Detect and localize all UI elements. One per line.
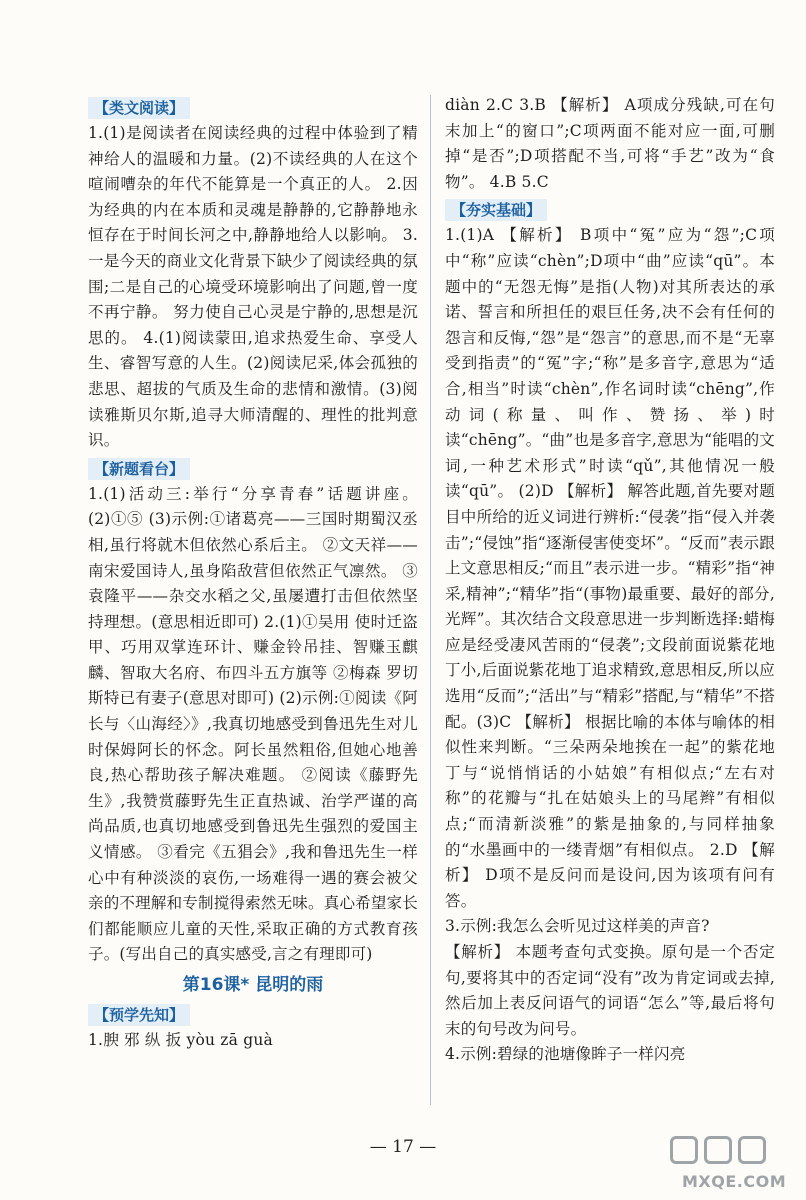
section-heading-reading: 【类文阅读】 [88, 97, 190, 119]
new-questions-answers: 1.(1)活动三:举行“分享青春”话题讲座。 (2)①⑤ (3)示例:①诸葛亮——三国时期蜀汉丞相,虽行将就木但依然心系后主。 ②文天祥——南宋爱国诗人,虽身陷敌营但依然正气凛然。 ③袁隆平——杂交水稻之父,虽屡遭打击但依然坚持理想。(意思相近即可) 2.(1)①吴用 使时迁盗甲、巧用双掌连环计、赚金铃吊挂、智赚玉麒麟、智取大名府、布四斗五方旗等 ②梅森 罗切斯特已有妻子(意思对即可) (2)示例:①阅读《阿长与〈山海经〉》,我真切地感受到鲁迅先生对儿时保姆阿长的怀念。阿长虽然粗俗,但她心地善良,热心帮助孩子解决难题。 ②阅读《藤野先生》,我赞赏藤野先生正直热诚、治学严谨的高尚品质,也真切地感受到鲁迅先生强烈的爱国主义情感。 ③看完《五猖会》,我和鲁迅先生一样心中有种淡淡的哀伤,一场难得一遇的赛会被父亲的不理解和专制搅得索然无味。真心希望家长们都能顺应儿童的天性,采取正确的方式教育孩子。(写出自己的真实感受,言之有理即可) [88, 484, 418, 964]
section-heading-foundation: 【夯实基础】 [445, 199, 547, 221]
foundation-answers: 1.(1)A 【解析】 B项中“冤”应为“怨”;C项中“称”应读“chèn”;D项中“曲”应读“qū”。本题中的“无怨无悔”是指(人物)对其所表达的承诺、誓言和所担任的艰巨任务,决不会有任何的怨言和反悔,“怨”是“怨言”的意思,而不是“无辜受到指责”的“冤”字;“称”是多音字,意思为“适合,相当”时读“chèn”,作名词时读“chēng”,作动词(称量、叫作、赞扬、举)时读“chēng”。“曲”也是多音字,意思为“能唱的文词,一种艺术形式”时读“qǔ”,其他情况一般读“qū”。 (2)D 【解析】 解答此题,首先要对题目中所给的近义词进行辨析:“侵袭”指“侵入并袭击”;“侵蚀”指“逐渐侵害使变坏”。“反而”表示跟上文意思相反;“而且”表示进一步。“精彩”指“神采,精神”;“精华”指“(事物)最重要、最好的部分,光辉”。其次结合文段意思进一步判断选择:蜡梅应是经受凄风苦雨的“侵袭”;文段前面说紫花地丁小,后面说紫花地丁追求精致,意思相反,所以应选用“反而”;“活出”与“精彩”搭配,与“精华”不搭配。(3)C 【解析】 根据比喻的本体与喻体的相似性来判断。“三朵两朵地挨在一起”的紫花地丁与“说悄悄话的小姑娘”有相似点;“左右对称”的花瓣与“扎在姑娘头上的马尾辫”有相似点;“而清新淡雅”的紫是抽象的,与同样抽象的“水墨画中的一缕青烟”有相似点。 2.D 【解析】 D项不是反问而是设问,因为该项有问有答。 [445, 226, 775, 910]
column-divider [430, 95, 431, 1105]
question-3-answer: 3.示例:我怎么会听见过这样美的声音? [445, 917, 710, 936]
right-column [445, 93, 775, 1068]
reading-answers: 1.(1)是阅读者在阅读经典的过程中体验到了精神给人的温暖和力量。(2)不读经典的人在这个喧闹嘈杂的年代不能算是一个真正的人。 2.因为经典的内在本质和灵魂是静静的,它静静地永恒存在于时间长河之中,静静地给人以影响。 3.一是今天的商业文化背景下缺少了阅读经典的氛围;二是自己的心境受环境影响出了问题,曾一度不再宁静。 努力使自己心灵是宁静的,思想是沉思的。 4.(1)阅读蒙田,追求热爱生命、享受人生、睿智写意的人生。(2)阅读尼采,体会孤独的悲思、超拔的气质及生命的悲情和激情。(3)阅读雅斯贝尔斯,追寻大师清醒的、理性的批判意识。 [88, 124, 418, 450]
watermark-url: MXQE.COM [682, 1172, 787, 1191]
question-3-analysis: 【解析】 本题考查句式变换。原句是一个否定句,要将其中的否定词“没有”改为肯定词或去掉,然后加上表反问语气的词语“怎么”等,最后将句末的句号改为问号。 [445, 943, 775, 1038]
preview-answers: 1.腴 邪 纵 扳 yòu zā guà [88, 1031, 273, 1049]
section-heading-preview: 【预学先知】 [88, 1004, 190, 1026]
watermark-glyph-icon [670, 1136, 698, 1164]
watermark-glyph-icon [704, 1136, 732, 1164]
lesson-title: 第16课* 昆明的雨 [182, 975, 324, 995]
page-number: — 17 — [369, 1137, 437, 1157]
top-edge-bleed [180, 0, 630, 18]
watermark-glyph-icon [738, 1136, 766, 1164]
section-heading-new-questions: 【新题看台】 [88, 458, 190, 480]
left-column [88, 93, 418, 1054]
question-4-answer: 4.示例:碧绿的池塘像眸子一样闪亮 [445, 1045, 686, 1064]
watermark-logo [662, 1136, 792, 1194]
preview-answers-continued: diàn 2.C 3.B 【解析】 A项成分残缺,可在句末加上“的窗口”;C项两面不能对应一面,可删掉“是否”;D项搭配不当,可将“手艺”改为“食物”。 4.B 5.C [445, 96, 775, 191]
